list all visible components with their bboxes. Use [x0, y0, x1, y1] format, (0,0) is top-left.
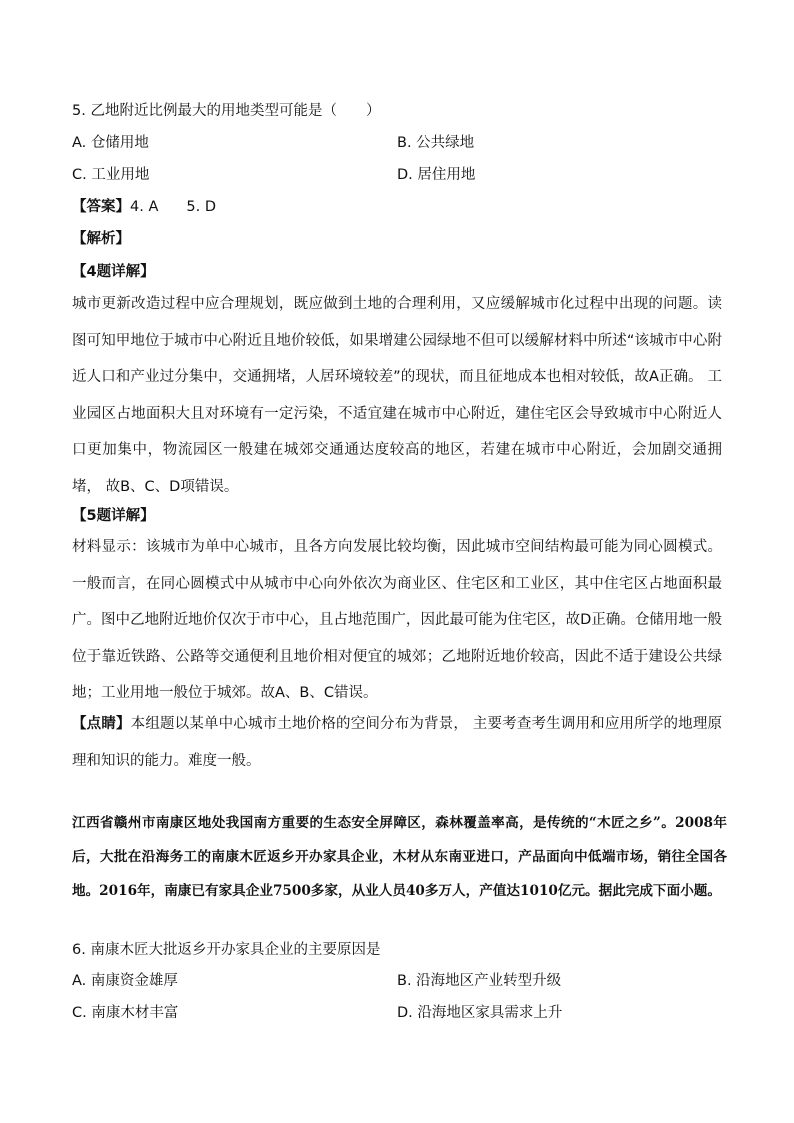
answer-value-4: 4. A — [130, 199, 159, 215]
question-6-option-d: D. 沿海地区家具需求上升 — [397, 1005, 563, 1021]
detail-4-text: 城市更新改造过程中应合理规划，既应做到土地的合理利用，又应缓解城市化过程中出现的问题。读图可知甲地位于城市中心附近且地价较低，如果增建公园绿地不但可以缓解材料中所述“该城市中心附近人口和产业过分集中，交通拥堵，人居环境较差”的现状，而且征地成本也相对较低，故A正确。 工业园区占地面积大且对环境有一定污染，不适宜建在城市中心附近，建住宅区会导致城市中心附近人口更加集中，物流园区一般建在城郊交通通达度较高的地区，若建在城市中心附近，会加剧交通拥堵， 故B、C、D项错误。 — [72, 296, 722, 495]
answer-value-5: 5. D — [186, 199, 216, 215]
detail-5-label: 【5题详解】 — [72, 508, 155, 524]
question-5-option-d: D. 居住用地 — [397, 167, 476, 183]
detail-5-text: 材料显示：该城市为单中心城市，且各方向发展比较均衡，因此城市空间结构最可能为同心圆模式。一般而言，在同心圆模式中从城市中心向外依次为商业区、住宅区和工业区，其中住宅区占地面积最广。图中乙地附近地价仅次于市中心，且占地范围广，因此最可能为住宅区，故D正确。仓储用地一般位于靠近铁路、公路等交通便利且地价相对便宜的城郊；乙地附近地价较高，因此不适于建设公共绿地；工业用地一般位于城郊。故A、B、C错误。 — [72, 539, 722, 701]
answer-label: 【答案】 — [72, 199, 130, 215]
dianjing-label: 【点睛】 — [72, 716, 131, 732]
question-5-option-a: A. 仓储用地 — [72, 135, 149, 151]
question-6-option-b: B. 沿海地区产业转型升级 — [397, 973, 562, 989]
question-5-stem: 5. 乙地附近比例最大的用地类型可能是（ ） — [72, 103, 381, 119]
analysis-label: 【解析】 — [72, 231, 130, 247]
question-6-option-c: C. 南康木材丰富 — [72, 1005, 179, 1021]
question-6-option-a: A. 南康资金雄厚 — [72, 973, 178, 989]
dianjing-paragraph — [72, 706, 722, 779]
question-5-option-c: C. 工业用地 — [72, 167, 150, 183]
detail-4-label: 【4题详解】 — [72, 264, 155, 280]
question-6-stem: 6. 南康木匠大批返乡开办家具企业的主要原因是 — [72, 942, 381, 958]
dianjing-text: 本组题以某单中心城市土地价格的空间分布为背景， 主要考查考生调用和应用所学的地理原理和知识的能力。难度一般。 — [72, 716, 722, 769]
question-5-option-b: B. 公共绿地 — [397, 135, 475, 151]
reading-passage: 江西省赣州市南康区地处我国南方重要的生态安全屏障区，森林覆盖率高，是传统的“木匠之乡”。2008年后，大批在沿海务工的南康木匠返乡开办家具企业，木材从东南亚进口，产品面向中低端市场，销往全国各地。2016年，南康已有家具企业7500多家，从业人员40多万人，产值达1010亿元。据此完成下面小题。 — [72, 815, 727, 899]
answer-row — [72, 197, 216, 217]
